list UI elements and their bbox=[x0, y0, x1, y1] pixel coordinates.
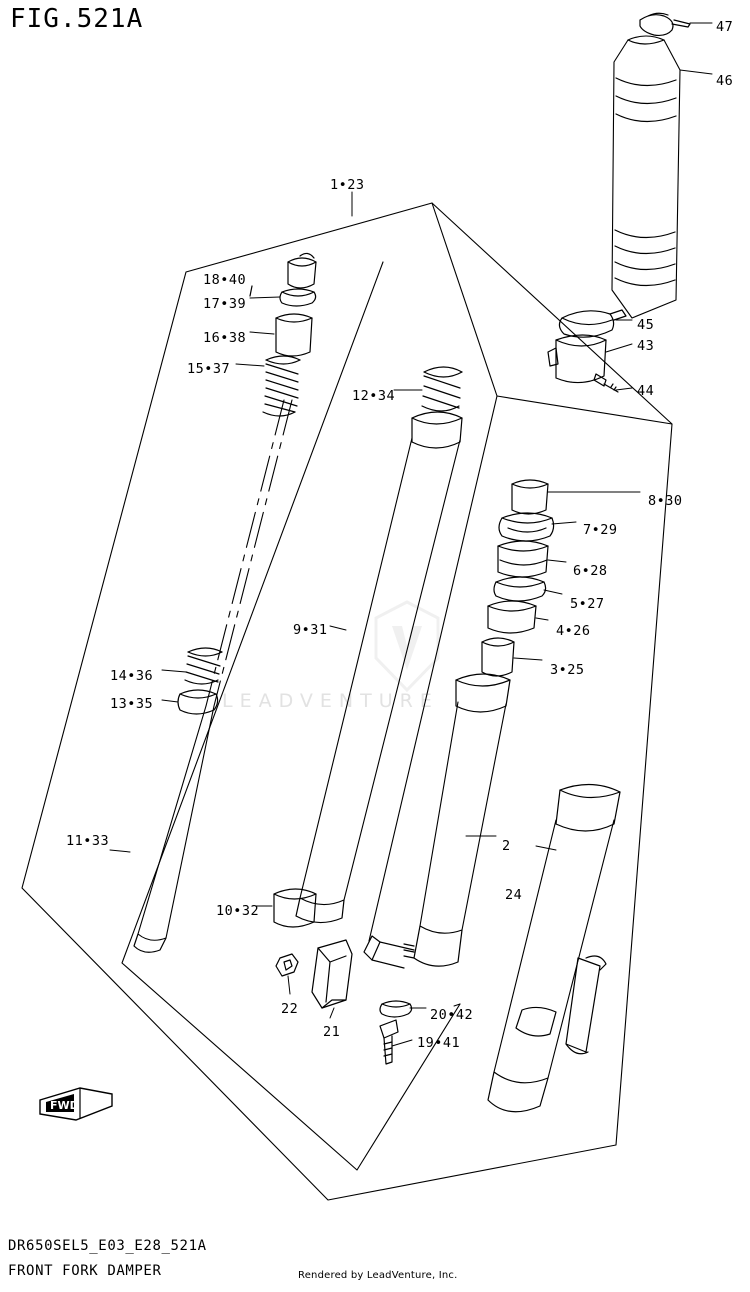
part-callout-46: 46 bbox=[716, 73, 734, 89]
part-callout-14-36: 14•36 bbox=[110, 668, 154, 684]
part-callout-17-39: 17•39 bbox=[203, 296, 247, 312]
page-title: FIG.521A bbox=[10, 4, 144, 34]
part-callout-6-28: 6•28 bbox=[573, 563, 608, 579]
part-callout-45: 45 bbox=[637, 317, 655, 333]
part-callout-1-23: 1•23 bbox=[330, 177, 365, 193]
part-callout-24: 24 bbox=[505, 887, 523, 903]
part-callout-5-27: 5•27 bbox=[570, 596, 605, 612]
part-callout-4-26: 4•26 bbox=[556, 623, 591, 639]
part-callout-18-40: 18•40 bbox=[203, 272, 247, 288]
part-callout-44: 44 bbox=[637, 383, 655, 399]
diagram-name: FRONT FORK DAMPER bbox=[8, 1263, 162, 1279]
part-callout-11-33: 11•33 bbox=[66, 833, 110, 849]
part-callout-9-31: 9•31 bbox=[293, 622, 328, 638]
part-callout-7-29: 7•29 bbox=[583, 522, 618, 538]
part-callout-3-25: 3•25 bbox=[550, 662, 585, 678]
part-callout-20-42: 20•42 bbox=[430, 1007, 474, 1023]
diagram-code: DR650SEL5_E03_E28_521A bbox=[8, 1238, 207, 1254]
part-callout-2: 2 bbox=[502, 838, 511, 854]
render-credit: Rendered by LeadVenture, Inc. bbox=[298, 1270, 458, 1281]
part-callout-12-34: 12•34 bbox=[352, 388, 396, 404]
part-callout-15-37: 15•37 bbox=[187, 361, 231, 377]
part-callout-13-35: 13•35 bbox=[110, 696, 154, 712]
part-callout-10-32: 10•32 bbox=[216, 903, 260, 919]
part-callout-16-38: 16•38 bbox=[203, 330, 247, 346]
fwd-direction-badge bbox=[36, 1082, 116, 1130]
part-callout-22: 22 bbox=[281, 1001, 299, 1017]
svg-text:FWD: FWD bbox=[50, 1099, 79, 1112]
watermark-text: LEADVENTURE bbox=[222, 690, 439, 712]
part-callout-43: 43 bbox=[637, 338, 655, 354]
part-callout-21: 21 bbox=[323, 1024, 341, 1040]
part-callout-8-30: 8•30 bbox=[648, 493, 683, 509]
part-callout-19-41: 19•41 bbox=[417, 1035, 461, 1051]
part-callout-47: 47 bbox=[716, 19, 734, 35]
